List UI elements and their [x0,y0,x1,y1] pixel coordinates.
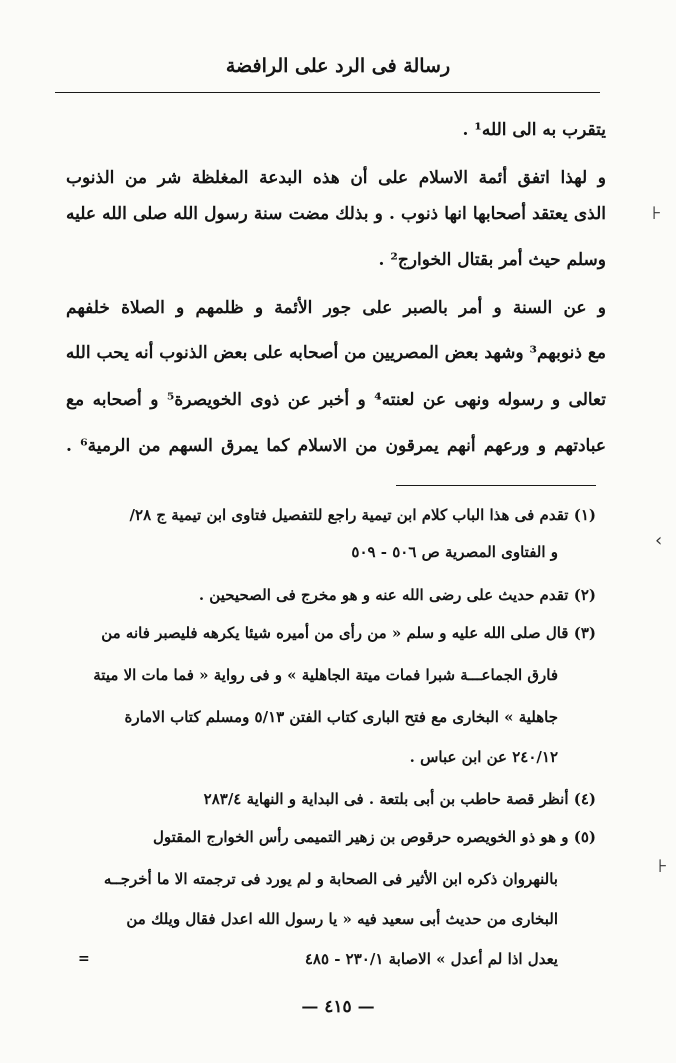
footnote-text: ٢٤٠/١٢ عن ابن عباس . [409,748,558,766]
footnote-line [56,792,596,807]
footnote-number: (١) [573,506,596,524]
footnote-line [56,508,596,523]
footnote-text: تقدم حديث على رضى الله عنه و هو مخرج فى الصحيحين . [198,586,569,604]
body-line-2: و لهذا اتفق أئمة الاسلام على أن هذه البدعة المغلظة شر من الذنوب [66,168,606,188]
footnote-text: أنظر قصة حاطب بن أبى بلتعة . فى البداية و النهاية ٢٨٣/٤ [203,790,569,808]
body-line-6: مع ذنوبهم³ وشهد بعض المصريين من أصحابه على بعض الذنوب أنه يحب الله [65,343,606,363]
footnote-number: (٥) [573,828,596,846]
footnote-line [18,545,558,560]
footnote-text: بالنهروان ذكره ابن الأثير فى الصحابة و لم يورد فى ترجمته الا ما أخرجــه [103,870,558,888]
footnote-number: (٣) [573,624,596,642]
footnote-line [56,588,596,603]
body-line-3: الذى يعتقد أصحابها انها ذنوب . و بذلك مضت سنة رسول الله صلى الله عليه [66,204,606,224]
footnote-text: و الفتاوى المصرية ص ٥٠٦ - ٥٠٩ [351,543,558,561]
footnote-line [56,830,596,845]
footnote-line [18,710,558,725]
footnote-line [56,626,596,641]
footnote-line [18,912,558,927]
footnote-line [18,750,558,765]
footnote-text: البخارى من حديث أبى سعيد فيه « يا رسول الله اعدل فقال ويلك من [126,910,558,928]
footnote-number: (٢) [573,586,596,604]
footnote-line [18,872,558,887]
continuation-mark: = [78,951,90,967]
margin-tick-mark: ⊦ [658,856,668,877]
body-line-4: وسلم حيث أمر بقتال الخوارج² . [378,250,606,270]
footnote-text: قال صلى الله عليه و سلم « من رأى من أميره شيئا يكرهه فليصبر فانه من [101,624,569,642]
body-line-5: و عن السنة و أمر بالصبر على جور الأئمة و ظلمهم و الصلاة خلفهم [66,298,606,318]
body-line-1: يتقرب به الى الله¹ . [462,120,606,140]
margin-tick-mark: ⊦ [652,203,662,224]
footnote-line [18,668,558,683]
body-line-7: تعالى و رسوله ونهى عن لعنته⁴ و أخبر عن ذوى الخويصرة⁵ و أصحابه مع [66,390,606,410]
footnote-text: فارق الجماعـــة شبرا فمات ميتة الجاهلية » و فى رواية « فما مات الا ميتة [93,666,558,684]
footnote-number: (٤) [573,790,596,808]
footnote-line [18,952,558,967]
header-rule [55,92,600,93]
footnote-text: و هو ذو الخويصره حرقوص بن زهير التميمى رأس الخوارج المقتول [153,828,569,846]
footnote-text: يعدل اذا لم أعدل » الاصابة ٢٣٠/١ - ٤٨٥ [304,950,558,968]
page-number: — ٤١٥ — [301,997,375,1017]
running-header-title: رسالة فى الرد على الرافضة [225,55,451,77]
margin-tick-mark: › [655,530,663,551]
footnote-text: تقدم فى هذا الباب كلام ابن تيمية راجع للتفصيل فتاوى ابن تيمية ج ٢٨/ [129,506,569,524]
body-line-8: عبادتهم و ورعهم أنهم يمرقون من الاسلام كما يمرق السهم من الرمية⁶ . [66,436,607,456]
footnote-separator [396,485,596,486]
footnote-text: جاهلية » البخارى مع فتح البارى كتاب الفتن ٥/١٣ ومسلم كتاب الامارة [124,708,558,726]
